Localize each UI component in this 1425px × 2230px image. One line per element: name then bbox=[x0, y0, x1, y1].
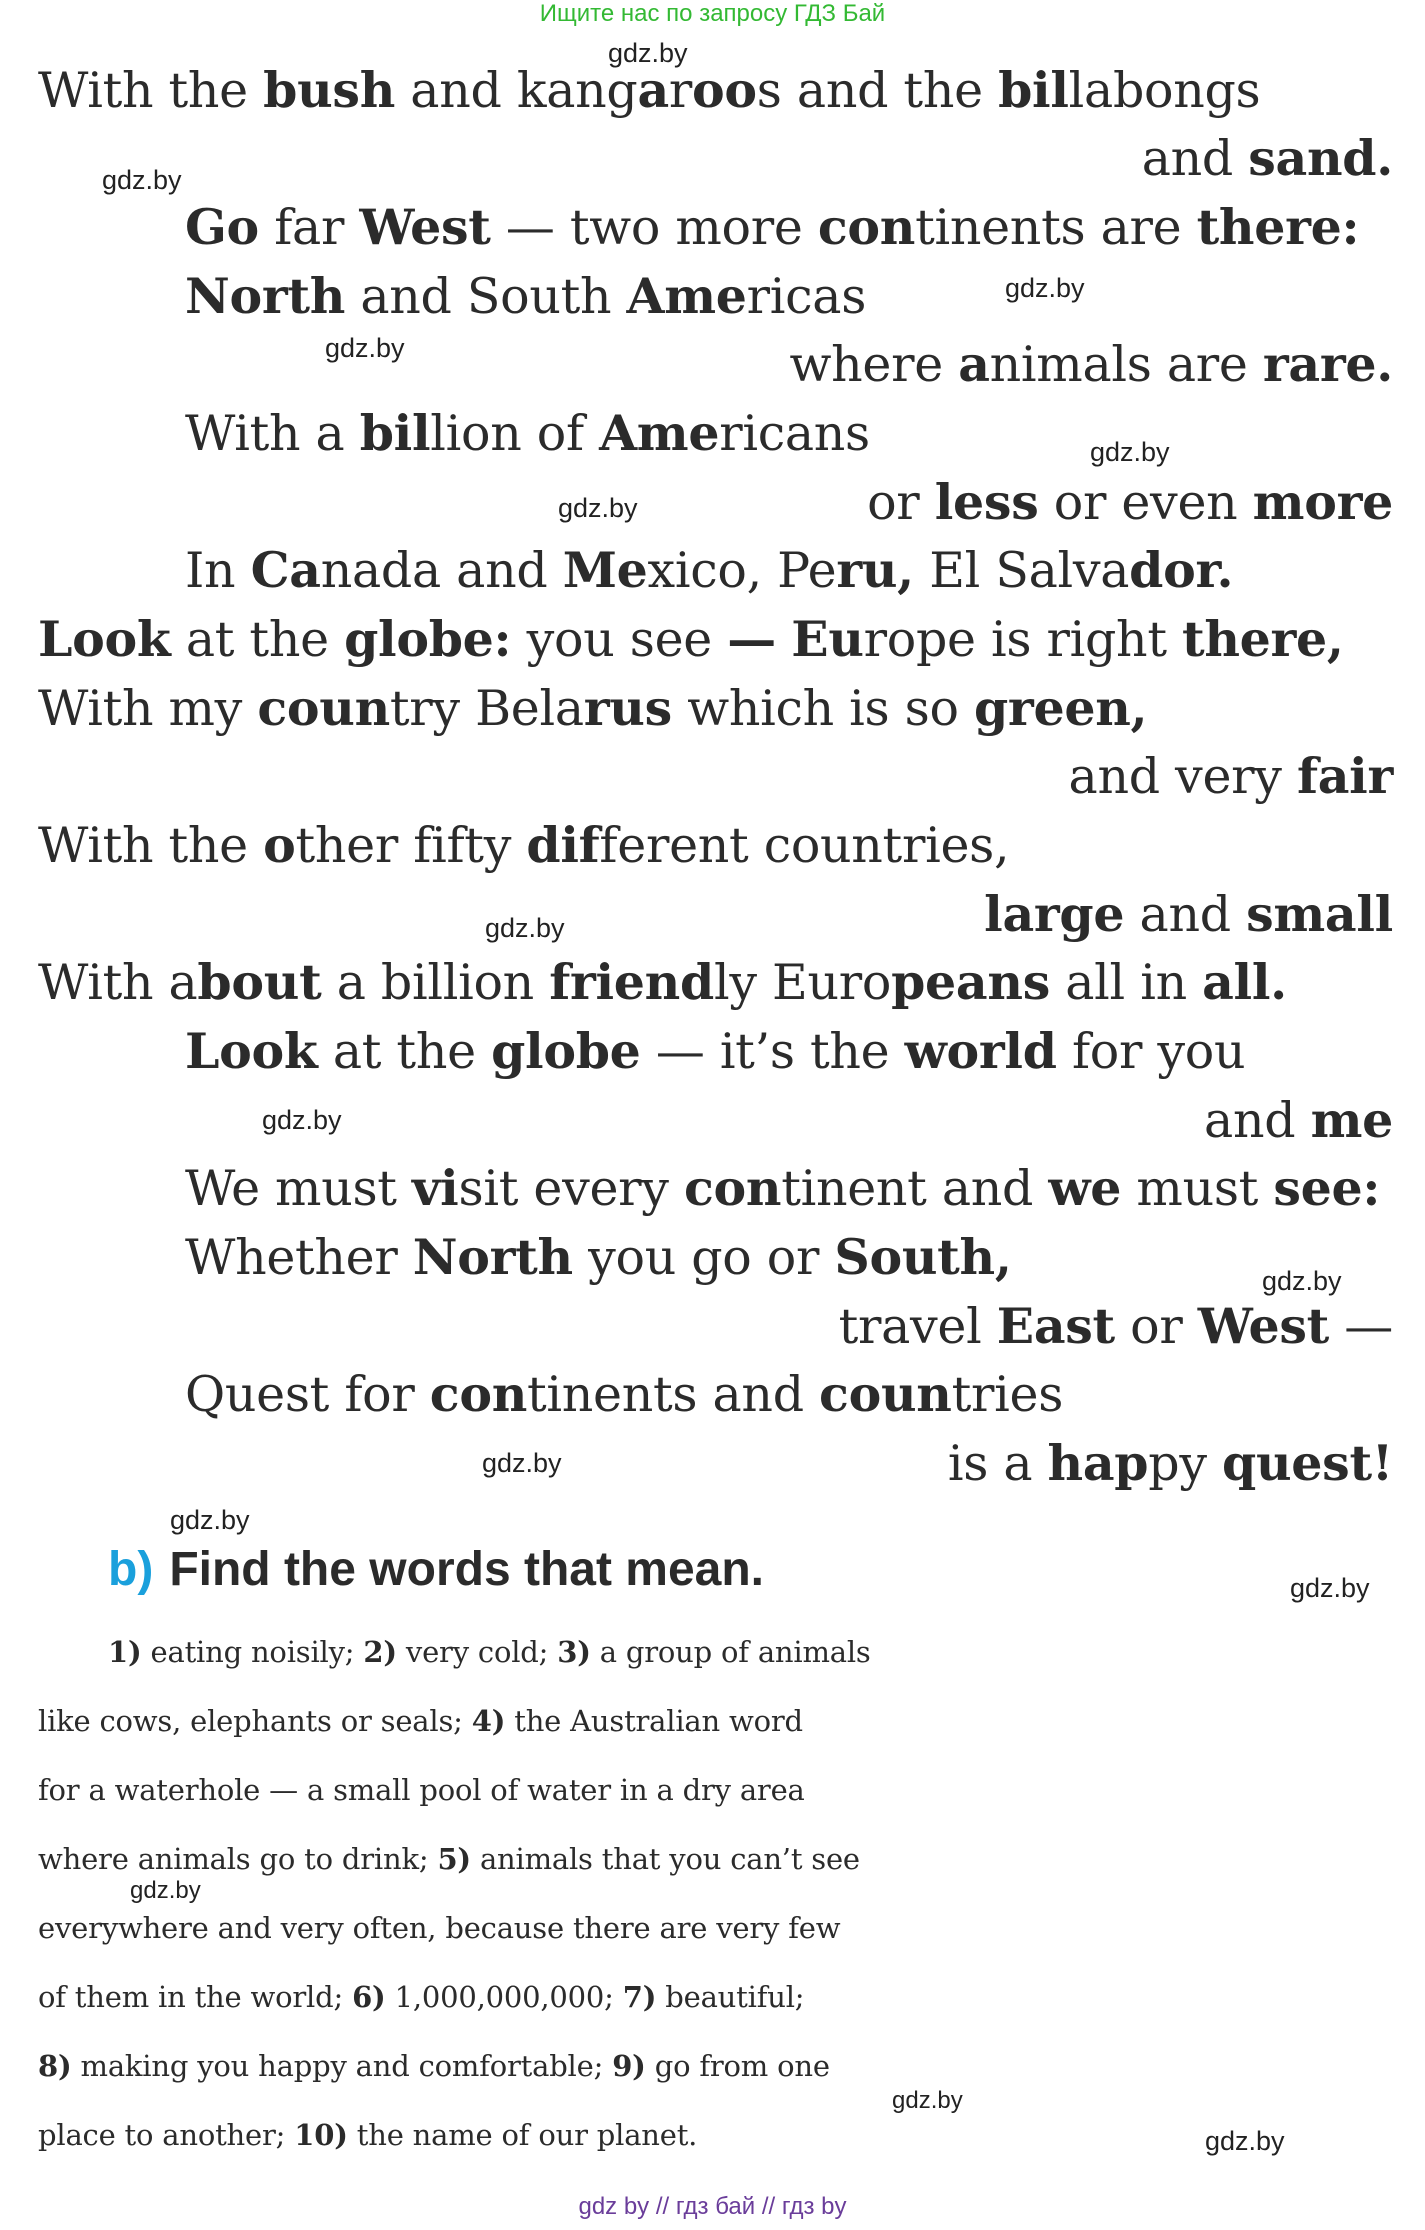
emphasis-text: Me bbox=[562, 541, 648, 599]
emphasis-text: vi bbox=[411, 1159, 459, 1217]
text-segment: Quest for bbox=[185, 1366, 430, 1423]
emphasis-text: oo bbox=[692, 61, 757, 119]
emphasis-text: fair bbox=[1296, 747, 1393, 805]
text-segment: tries bbox=[951, 1366, 1064, 1423]
text-segment: and bbox=[1141, 130, 1249, 187]
emphasis-text: o bbox=[263, 816, 296, 874]
text-segment: labongs bbox=[1068, 62, 1261, 119]
emphasis-text: 2) bbox=[363, 1635, 397, 1669]
emphasis-text: globe: bbox=[344, 610, 512, 668]
text-segment: travel bbox=[838, 1298, 997, 1355]
text-segment: 1,000,000,000; bbox=[385, 1980, 623, 2014]
task-heading bbox=[108, 1542, 764, 1597]
emphasis-text: West bbox=[359, 198, 491, 256]
task-title: Find the words that mean. bbox=[169, 1543, 765, 1596]
poem-line bbox=[185, 1364, 1063, 1425]
text-segment: and bbox=[1124, 886, 1247, 943]
emphasis-text: all. bbox=[1202, 953, 1287, 1011]
text-segment: everywhere and very often, because there are very few bbox=[38, 1911, 841, 1945]
emphasis-text: see: bbox=[1273, 1159, 1381, 1217]
emphasis-text: Eu bbox=[791, 610, 864, 668]
task-line bbox=[38, 1963, 1398, 2032]
text-segment: all in bbox=[1049, 954, 1203, 1011]
watermark: gdz.by bbox=[130, 1877, 201, 1904]
text-segment: With my bbox=[38, 680, 258, 737]
text-segment: El Salva bbox=[913, 542, 1130, 599]
emphasis-text: bil bbox=[998, 61, 1069, 119]
text-segment: and bbox=[1204, 1092, 1311, 1149]
emphasis-text: rus bbox=[583, 679, 672, 737]
emphasis-text: 4) bbox=[471, 1704, 506, 1738]
text-segment: and very bbox=[1068, 748, 1297, 805]
emphasis-text: con bbox=[683, 1159, 782, 1217]
emphasis-text: a bbox=[958, 335, 990, 393]
text-segment: With the bbox=[38, 817, 264, 874]
text-segment: Whether bbox=[185, 1229, 413, 1286]
text-segment: py bbox=[1148, 1435, 1222, 1492]
text-segment: a billion bbox=[321, 954, 550, 1011]
poem-line bbox=[38, 815, 1009, 876]
text-segment: With the bbox=[38, 62, 264, 119]
text-segment: where animals go to drink; bbox=[38, 1842, 438, 1876]
text-segment: and kang bbox=[395, 62, 638, 119]
emphasis-text: friend bbox=[549, 953, 714, 1011]
text-segment: nimals are bbox=[989, 336, 1263, 393]
emphasis-text: Ame bbox=[599, 404, 720, 462]
emphasis-text: West bbox=[1197, 1297, 1330, 1355]
emphasis-text: 10) bbox=[294, 2118, 348, 2152]
emphasis-text: Ame bbox=[626, 267, 747, 325]
text-segment: s and the bbox=[756, 62, 999, 119]
emphasis-text: 3) bbox=[557, 1635, 591, 1669]
emphasis-text: small bbox=[1246, 885, 1393, 943]
text-segment: very cold; bbox=[396, 1635, 558, 1669]
poem-line bbox=[185, 266, 866, 327]
emphasis-text: we bbox=[1048, 1159, 1122, 1217]
emphasis-text: ru, bbox=[836, 541, 914, 599]
task-line bbox=[38, 1756, 1398, 1825]
text-segment: a group of animals bbox=[590, 1635, 871, 1669]
emphasis-text: more bbox=[1252, 473, 1393, 531]
emphasis-text: 9) bbox=[612, 2049, 646, 2083]
poem-line bbox=[790, 334, 1394, 395]
watermark: gdz.by bbox=[1262, 1266, 1342, 1296]
emphasis-text: rare. bbox=[1262, 335, 1393, 393]
poem-line bbox=[185, 540, 1233, 601]
emphasis-text: South, bbox=[834, 1228, 1012, 1286]
text-segment: xico, Pe bbox=[647, 542, 837, 599]
task-line bbox=[38, 1687, 1398, 1756]
text-segment: tinents and bbox=[527, 1366, 820, 1423]
text-segment: or even bbox=[1038, 474, 1253, 531]
emphasis-text: bush bbox=[263, 61, 396, 119]
emphasis-text: North bbox=[412, 1228, 573, 1286]
text-segment: With a bbox=[185, 405, 360, 462]
watermark: gdz.by bbox=[608, 38, 688, 68]
emphasis-text: dor. bbox=[1129, 541, 1234, 599]
text-segment: eating noisily; bbox=[141, 1635, 364, 1669]
text-segment: for you bbox=[1056, 1023, 1246, 1080]
text-segment: of them in the world; bbox=[38, 1980, 353, 2014]
emphasis-text: 1) bbox=[108, 1635, 142, 1669]
emphasis-text: Look bbox=[38, 610, 171, 668]
emphasis-text: 5) bbox=[437, 1842, 471, 1876]
emphasis-text: peans bbox=[891, 953, 1050, 1011]
text-segment: must bbox=[1121, 1160, 1274, 1217]
watermark: gdz.by bbox=[1090, 437, 1170, 467]
emphasis-text: bil bbox=[359, 404, 431, 462]
footer-banner: gdz by // гдз бай // гдз by bbox=[578, 2193, 847, 2220]
text-segment: go from one bbox=[645, 2049, 830, 2083]
text-segment: making you happy and comfortable; bbox=[71, 2049, 613, 2083]
poem-line bbox=[185, 1021, 1245, 1082]
emphasis-text: quest! bbox=[1222, 1434, 1393, 1492]
emphasis-text: con bbox=[429, 1365, 528, 1423]
task-line bbox=[38, 1825, 1398, 1894]
text-segment: beautiful; bbox=[656, 1980, 805, 2014]
poem-line bbox=[1069, 746, 1393, 807]
poem-line bbox=[948, 1433, 1393, 1494]
text-segment: and South bbox=[345, 268, 627, 325]
text-segment: you see bbox=[511, 611, 728, 668]
text-segment: — bbox=[1329, 1298, 1393, 1355]
poem-line bbox=[38, 60, 1260, 121]
emphasis-text: me bbox=[1310, 1091, 1393, 1149]
text-segment: animals that you can’t see bbox=[470, 1842, 860, 1876]
text-segment: tinent and bbox=[781, 1160, 1049, 1217]
text-segment: tinents are bbox=[915, 199, 1197, 256]
emphasis-text: green, bbox=[973, 679, 1148, 737]
emphasis-text: a bbox=[637, 61, 669, 119]
poem-line bbox=[185, 403, 870, 464]
watermark: gdz.by bbox=[485, 913, 565, 943]
watermark: gdz.by bbox=[262, 1105, 342, 1135]
task-line bbox=[38, 1894, 1398, 1963]
watermark: gdz.by bbox=[892, 2087, 963, 2114]
text-segment: rope is right bbox=[863, 611, 1182, 668]
watermark: gdz.by bbox=[325, 333, 405, 363]
text-segment: With a bbox=[38, 954, 198, 1011]
text-segment: at the bbox=[317, 1023, 492, 1080]
emphasis-text: 7) bbox=[622, 1980, 657, 2014]
watermark: gdz.by bbox=[102, 165, 182, 195]
text-segment: far bbox=[258, 199, 360, 256]
emphasis-text: Go bbox=[185, 198, 259, 256]
text-segment: — it’s the bbox=[640, 1023, 905, 1080]
emphasis-text: bout bbox=[197, 953, 322, 1011]
text-segment: ly Euro bbox=[713, 954, 892, 1011]
emphasis-text: sand. bbox=[1248, 129, 1393, 187]
watermark: gdz.by bbox=[1290, 1573, 1370, 1603]
emphasis-text: coun bbox=[819, 1365, 952, 1423]
text-segment: ricas bbox=[746, 268, 867, 325]
text-segment: lion of bbox=[430, 405, 600, 462]
text-segment: r bbox=[668, 62, 693, 119]
watermark: gdz.by bbox=[1005, 273, 1085, 303]
text-segment: or bbox=[867, 474, 935, 531]
poem-line bbox=[1204, 1090, 1393, 1151]
emphasis-text: dif bbox=[526, 816, 600, 874]
task-line bbox=[38, 2101, 1398, 2170]
emphasis-text: world bbox=[904, 1022, 1057, 1080]
poem-line bbox=[867, 472, 1393, 533]
emphasis-text: less bbox=[934, 473, 1039, 531]
text-segment: for a waterhole — a small pool of water in a dry area bbox=[38, 1773, 805, 1807]
text-segment: is a bbox=[947, 1435, 1048, 1492]
poem-line bbox=[1142, 128, 1393, 189]
header-banner: Ищите нас по запросу ГДЗ Бай bbox=[539, 0, 886, 27]
emphasis-text: Ca bbox=[250, 541, 321, 599]
text-segment: the name of our planet. bbox=[347, 2118, 698, 2152]
text-segment: In bbox=[185, 542, 251, 599]
emphasis-text: 8) bbox=[38, 2049, 72, 2083]
text-segment: ther fifty bbox=[295, 817, 527, 874]
text-segment: sit every bbox=[458, 1160, 684, 1217]
text-segment bbox=[776, 611, 791, 668]
emphasis-text: globe bbox=[491, 1022, 641, 1080]
emphasis-text: 6) bbox=[352, 1980, 386, 2014]
watermark: gdz.by bbox=[558, 493, 638, 523]
emphasis-text: North bbox=[185, 267, 346, 325]
task-marker: b) bbox=[108, 1543, 154, 1596]
task-line bbox=[38, 2032, 1398, 2101]
emphasis-text: Look bbox=[185, 1022, 318, 1080]
emphasis-text: hap bbox=[1047, 1434, 1149, 1492]
emphasis-text: there: bbox=[1196, 198, 1360, 256]
poem-line bbox=[185, 197, 1359, 258]
emphasis-text: — bbox=[727, 610, 776, 668]
emphasis-text: con bbox=[817, 198, 916, 256]
poem-line bbox=[185, 1158, 1380, 1219]
text-segment: try Bela bbox=[389, 680, 584, 737]
text-segment: ricans bbox=[719, 405, 870, 462]
text-segment: place to another; bbox=[38, 2118, 295, 2152]
text-segment: We must bbox=[185, 1160, 412, 1217]
emphasis-text: coun bbox=[257, 679, 390, 737]
text-segment: where bbox=[789, 336, 959, 393]
text-segment: the Australian word bbox=[505, 1704, 803, 1738]
poem-line bbox=[38, 678, 1147, 739]
text-segment: like cows, elephants or seals; bbox=[38, 1704, 472, 1738]
poem-line bbox=[839, 1296, 1393, 1357]
emphasis-text: East bbox=[996, 1297, 1115, 1355]
emphasis-text: there, bbox=[1181, 610, 1344, 668]
poem-line bbox=[38, 609, 1344, 670]
emphasis-text: large bbox=[984, 885, 1125, 943]
text-segment: ferent countries, bbox=[599, 817, 1010, 874]
poem-line bbox=[38, 952, 1287, 1013]
text-segment: at the bbox=[170, 611, 345, 668]
watermark: gdz.by bbox=[170, 1505, 250, 1535]
text-segment: — two more bbox=[490, 199, 818, 256]
text-segment: which is so bbox=[671, 680, 974, 737]
task-line bbox=[38, 1618, 1398, 1687]
poem-line bbox=[185, 1227, 1012, 1288]
text-segment: you go or bbox=[572, 1229, 835, 1286]
text-segment: or bbox=[1114, 1298, 1198, 1355]
text-segment: nada and bbox=[320, 542, 563, 599]
watermark: gdz.by bbox=[1205, 2126, 1285, 2156]
poem-line bbox=[984, 884, 1393, 945]
watermark: gdz.by bbox=[482, 1448, 562, 1478]
